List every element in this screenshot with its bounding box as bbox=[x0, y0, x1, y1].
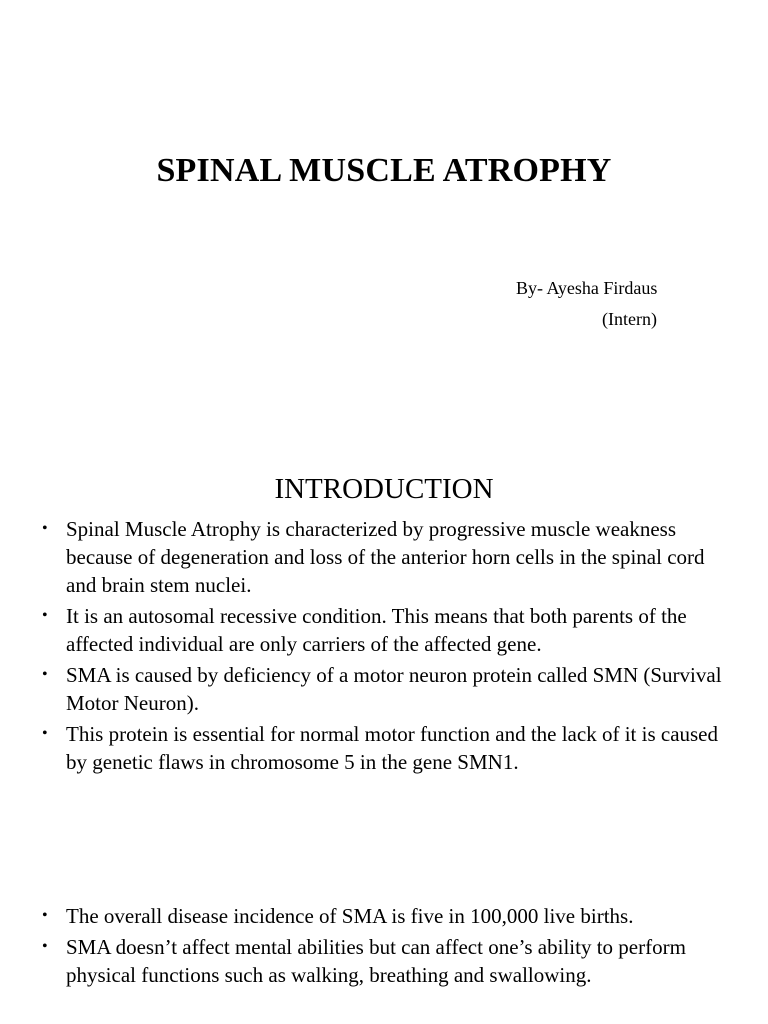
list-item-text: SMA doesn’t affect mental abilities but can affect one’s ability to perform physical functions such as walking, breathing and swallowing. bbox=[66, 935, 686, 987]
introduction-slide bbox=[0, 450, 768, 1024]
bullet-icon: • bbox=[42, 907, 48, 924]
list-item bbox=[40, 515, 730, 599]
list-item-text: This protein is essential for normal motor function and the lack of it is caused by genetic flaws in chromosome 5 in the gene SMN1. bbox=[66, 722, 719, 774]
author-role: (Intern) bbox=[602, 309, 657, 329]
bullet-icon: • bbox=[42, 666, 48, 683]
section-heading: INTRODUCTION bbox=[274, 473, 494, 505]
list-item bbox=[40, 933, 730, 989]
list-item-text: Spinal Muscle Atrophy is characterized by progressive muscle weakness because of degeneration and loss of the anterior horn cells in the spinal cord and brain stem nuclei. bbox=[66, 517, 705, 597]
list-item bbox=[40, 661, 730, 717]
title-slide bbox=[0, 0, 768, 450]
list-item-text: The overall disease incidence of SMA is five in 100,000 live births. bbox=[66, 904, 634, 928]
bullet-icon: • bbox=[42, 725, 48, 742]
bullet-icon: • bbox=[42, 520, 48, 537]
list-item-text: It is an autosomal recessive condition. This means that both parents of the affected individual are only carriers of the affected gene. bbox=[66, 604, 687, 656]
bullet-icon: • bbox=[42, 607, 48, 624]
bullet-list-main bbox=[40, 515, 730, 779]
author-byline: By- Ayesha Firdaus bbox=[516, 278, 658, 298]
list-item bbox=[40, 602, 730, 658]
list-item bbox=[40, 902, 730, 930]
list-item bbox=[40, 720, 730, 776]
list-item-text: SMA is caused by deficiency of a motor neuron protein called SMN (Survival Motor Neuron). bbox=[66, 663, 722, 715]
slide-title: SPINAL MUSCLE ATROPHY bbox=[156, 152, 612, 189]
bullet-list-secondary bbox=[40, 902, 730, 992]
bullet-icon: • bbox=[42, 938, 48, 955]
